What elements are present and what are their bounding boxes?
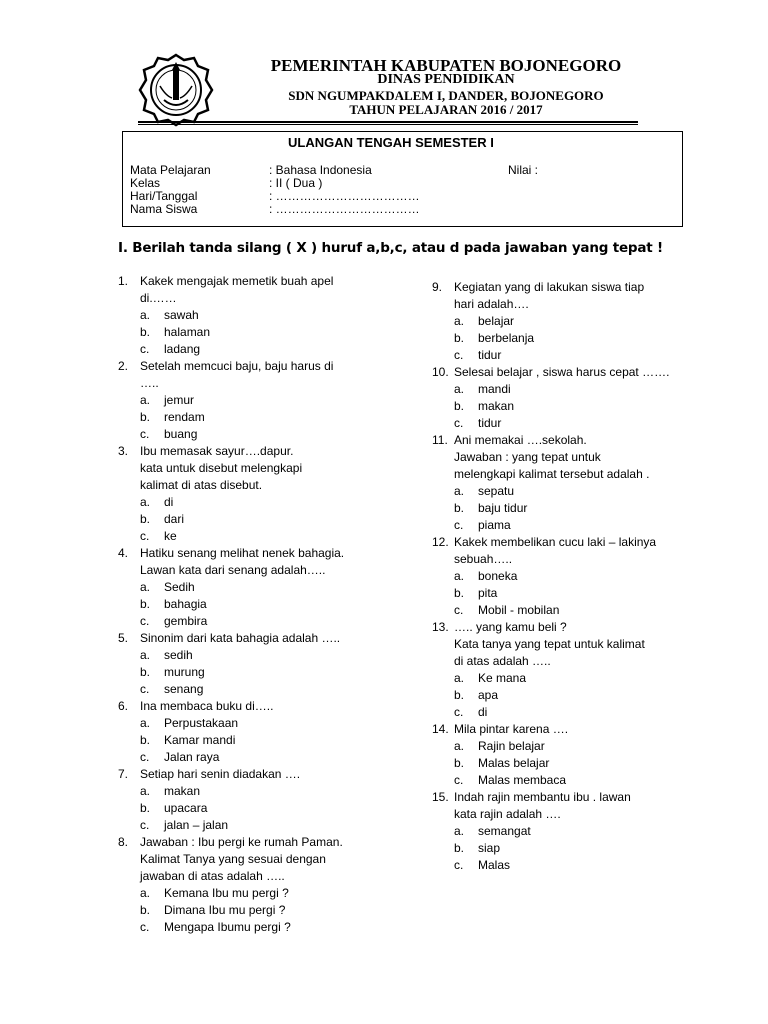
question-text: Kegiatan yang di lakukan siswa tiap xyxy=(454,280,645,294)
option-letter: b. xyxy=(140,512,151,526)
header-department: DINAS PENDIDIKAN xyxy=(377,72,515,87)
option-letter: a. xyxy=(140,393,151,407)
option-text: buang xyxy=(164,427,198,441)
option-letter: a. xyxy=(454,824,465,838)
option-letter: a. xyxy=(454,484,465,498)
option-letter: a. xyxy=(454,382,465,396)
option-text: berbelanja xyxy=(478,331,535,345)
question-number: 9. xyxy=(432,280,443,294)
name-row xyxy=(130,202,420,216)
option-letter: c. xyxy=(454,416,464,430)
option-letter: c. xyxy=(454,603,464,617)
option-text: di xyxy=(164,495,174,509)
option-letter: a. xyxy=(140,495,151,509)
question-number: 14. xyxy=(432,722,449,736)
option-letter: b. xyxy=(140,597,151,611)
option-text: upacara xyxy=(164,801,208,815)
question-text: kata rajin adalah …. xyxy=(454,807,561,821)
option-text: sepatu xyxy=(478,484,515,498)
option-letter: b. xyxy=(454,756,465,770)
class-row xyxy=(130,176,322,190)
option-letter: b. xyxy=(454,331,465,345)
question-text: melengkapi kalimat tersebut adalah . xyxy=(454,467,650,481)
regency-emblem-icon xyxy=(138,52,214,128)
date-row xyxy=(130,189,420,203)
question-text: ….. yang kamu beli ? xyxy=(454,620,567,634)
question-number: 7. xyxy=(118,767,129,781)
question-number: 12. xyxy=(432,535,449,549)
option-text: Sedih xyxy=(164,580,195,594)
option-text: makan xyxy=(164,784,201,798)
date-label: Hari/Tanggal xyxy=(130,189,198,203)
option-text: Perpustakaan xyxy=(164,716,239,730)
question-number: 4. xyxy=(118,546,129,560)
question-text: sebuah….. xyxy=(454,552,513,566)
option-letter: b. xyxy=(454,841,465,855)
option-letter: a. xyxy=(140,716,151,730)
question-text: Selesai belajar , siswa harus cepat ……. xyxy=(454,365,670,379)
option-text: Malas xyxy=(478,858,511,872)
option-text: makan xyxy=(478,399,515,413)
question-text: Setiap hari senin diadakan …. xyxy=(140,767,301,781)
option-text: bahagia xyxy=(164,597,207,611)
option-text: tidur xyxy=(478,348,502,362)
header-divider xyxy=(138,121,638,123)
option-text: sawah xyxy=(164,308,199,322)
option-letter: c. xyxy=(140,427,150,441)
question-number: 15. xyxy=(432,790,449,804)
option-text: siap xyxy=(478,841,501,855)
question-text: jawaban di atas adalah ….. xyxy=(140,869,285,883)
header-school-year: TAHUN PELAJARAN 2016 / 2017 xyxy=(349,102,543,117)
question-text: Lawan kata dari senang adalah….. xyxy=(140,563,326,577)
option-letter: c. xyxy=(140,920,150,934)
question-text: Sinonim dari kata bahagia adalah ….. xyxy=(140,631,341,645)
option-text: Rajin belajar xyxy=(478,739,545,753)
question-text: Jawaban : yang tepat untuk xyxy=(454,450,601,464)
option-letter: c. xyxy=(454,773,464,787)
instruction: I. Berilah tanda silang ( X ) huruf a,b,c, atau d pada jawaban yang tepat ! xyxy=(118,240,663,256)
question-text: Kata tanya yang tepat untuk kalimat xyxy=(454,637,645,651)
option-text: belajar xyxy=(478,314,515,328)
option-letter: c. xyxy=(140,818,150,832)
option-letter: a. xyxy=(140,784,151,798)
option-text: mandi xyxy=(478,382,511,396)
question-text: kalimat di atas disebut. xyxy=(140,478,263,492)
option-letter: a. xyxy=(140,308,151,322)
question-number: 1. xyxy=(118,274,129,288)
question-text: Kakek membelikan cucu laki – lakinya xyxy=(454,535,657,549)
date-field: : ……………………………… xyxy=(269,189,420,203)
option-letter: a. xyxy=(454,671,465,685)
option-text: Malas membaca xyxy=(478,773,567,787)
option-text: tidur xyxy=(478,416,502,430)
option-letter: b. xyxy=(140,410,151,424)
option-text: halaman xyxy=(164,325,211,339)
option-text: baju tidur xyxy=(478,501,528,515)
option-letter: a. xyxy=(454,569,465,583)
option-text: rendam xyxy=(164,410,205,424)
class-value: : II ( Dua ) xyxy=(269,176,323,190)
question-number: 8. xyxy=(118,835,129,849)
question-text: Ani memakai ….sekolah. xyxy=(454,433,587,447)
option-text: ke xyxy=(164,529,177,543)
question-text: Kakek mengajak memetik buah apel xyxy=(140,274,334,288)
option-text: dari xyxy=(164,512,185,526)
option-text: senang xyxy=(164,682,204,696)
question-number: 13. xyxy=(432,620,449,634)
question-text: ….. xyxy=(140,376,159,390)
option-text: gembira xyxy=(164,614,208,628)
subject-label: Mata Pelajaran xyxy=(130,163,211,177)
option-text: ladang xyxy=(164,342,201,356)
option-letter: c. xyxy=(454,348,464,362)
class-label: Kelas xyxy=(130,176,161,190)
question-text: di.…… xyxy=(140,291,177,305)
option-letter: c. xyxy=(140,529,150,543)
option-text: jalan – jalan xyxy=(164,818,229,832)
option-text: jemur xyxy=(164,393,195,407)
question-text: di atas adalah ….. xyxy=(454,654,551,668)
option-letter: b. xyxy=(140,665,151,679)
score-label: Nilai : xyxy=(508,163,539,177)
option-text: Ke mana xyxy=(478,671,527,685)
option-letter: c. xyxy=(140,342,150,356)
option-letter: c. xyxy=(454,518,464,532)
header-school: SDN NGUMPAKDALEM I, DANDER, BOJONEGORO xyxy=(288,88,604,103)
question-number: 2. xyxy=(118,359,129,373)
header-divider-thin xyxy=(138,124,638,125)
option-text: murung xyxy=(164,665,205,679)
question-text: kata untuk disebut melengkapi xyxy=(140,461,303,475)
option-letter: c. xyxy=(454,705,464,719)
option-text: Dimana Ibu mu pergi ? xyxy=(164,903,286,917)
option-text: pita xyxy=(478,586,498,600)
option-letter: a. xyxy=(454,314,465,328)
option-text: Mengapa Ibumu pergi ? xyxy=(164,920,291,934)
option-letter: c. xyxy=(454,858,464,872)
question-number: 3. xyxy=(118,444,129,458)
question-text: Kalimat Tanya yang sesuai dengan xyxy=(140,852,326,866)
option-text: Mobil - mobilan xyxy=(478,603,560,617)
question-text: Hatiku senang melihat nenek bahagia. xyxy=(140,546,345,560)
question-text: Jawaban : Ibu pergi ke rumah Paman. xyxy=(140,835,343,849)
question-text: Indah rajin membantu ibu . lawan xyxy=(454,790,631,804)
option-letter: b. xyxy=(140,801,151,815)
option-text: sedih xyxy=(164,648,193,662)
option-letter: b. xyxy=(454,501,465,515)
option-text: di xyxy=(478,705,488,719)
question-text: Ina membaca buku di….. xyxy=(140,699,274,713)
question-number: 10. xyxy=(432,365,449,379)
option-letter: b. xyxy=(140,733,151,747)
option-text: Kamar mandi xyxy=(164,733,236,747)
question-text: Mila pintar karena …. xyxy=(454,722,569,736)
question-number: 11. xyxy=(432,433,448,447)
option-letter: b. xyxy=(140,325,151,339)
option-text: piama xyxy=(478,518,511,532)
option-text: semangat xyxy=(478,824,531,838)
option-letter: c. xyxy=(140,750,150,764)
option-letter: a. xyxy=(140,648,151,662)
option-letter: a. xyxy=(454,739,465,753)
option-text: Jalan raya xyxy=(164,750,220,764)
subject-row xyxy=(130,163,372,177)
question-text: hari adalah…. xyxy=(454,297,529,311)
question-text: Setelah memcuci baju, baju harus di xyxy=(140,359,334,373)
option-text: boneka xyxy=(478,569,518,583)
option-letter: c. xyxy=(140,614,150,628)
option-letter: b. xyxy=(140,903,151,917)
subject-value: : Bahasa Indonesia xyxy=(269,163,372,177)
option-letter: a. xyxy=(140,886,151,900)
student-name-label: Nama Siswa xyxy=(130,202,198,216)
option-text: Kemana Ibu mu pergi ? xyxy=(164,886,289,900)
option-letter: a. xyxy=(140,580,151,594)
option-letter: b. xyxy=(454,399,465,413)
exam-title: ULANGAN TENGAH SEMESTER I xyxy=(288,135,494,150)
question-number: 5. xyxy=(118,631,129,645)
question-number: 6. xyxy=(118,699,129,713)
student-name-field: : ……………………………… xyxy=(269,202,420,216)
option-letter: b. xyxy=(454,586,465,600)
option-text: Malas belajar xyxy=(478,756,550,770)
option-letter: b. xyxy=(454,688,465,702)
header-government: PEMERINTAH KABUPATEN BOJONEGORO xyxy=(270,56,622,75)
option-letter: c. xyxy=(140,682,150,696)
option-text: apa xyxy=(478,688,499,702)
question-text: Ibu memasak sayur….dapur. xyxy=(140,444,294,458)
